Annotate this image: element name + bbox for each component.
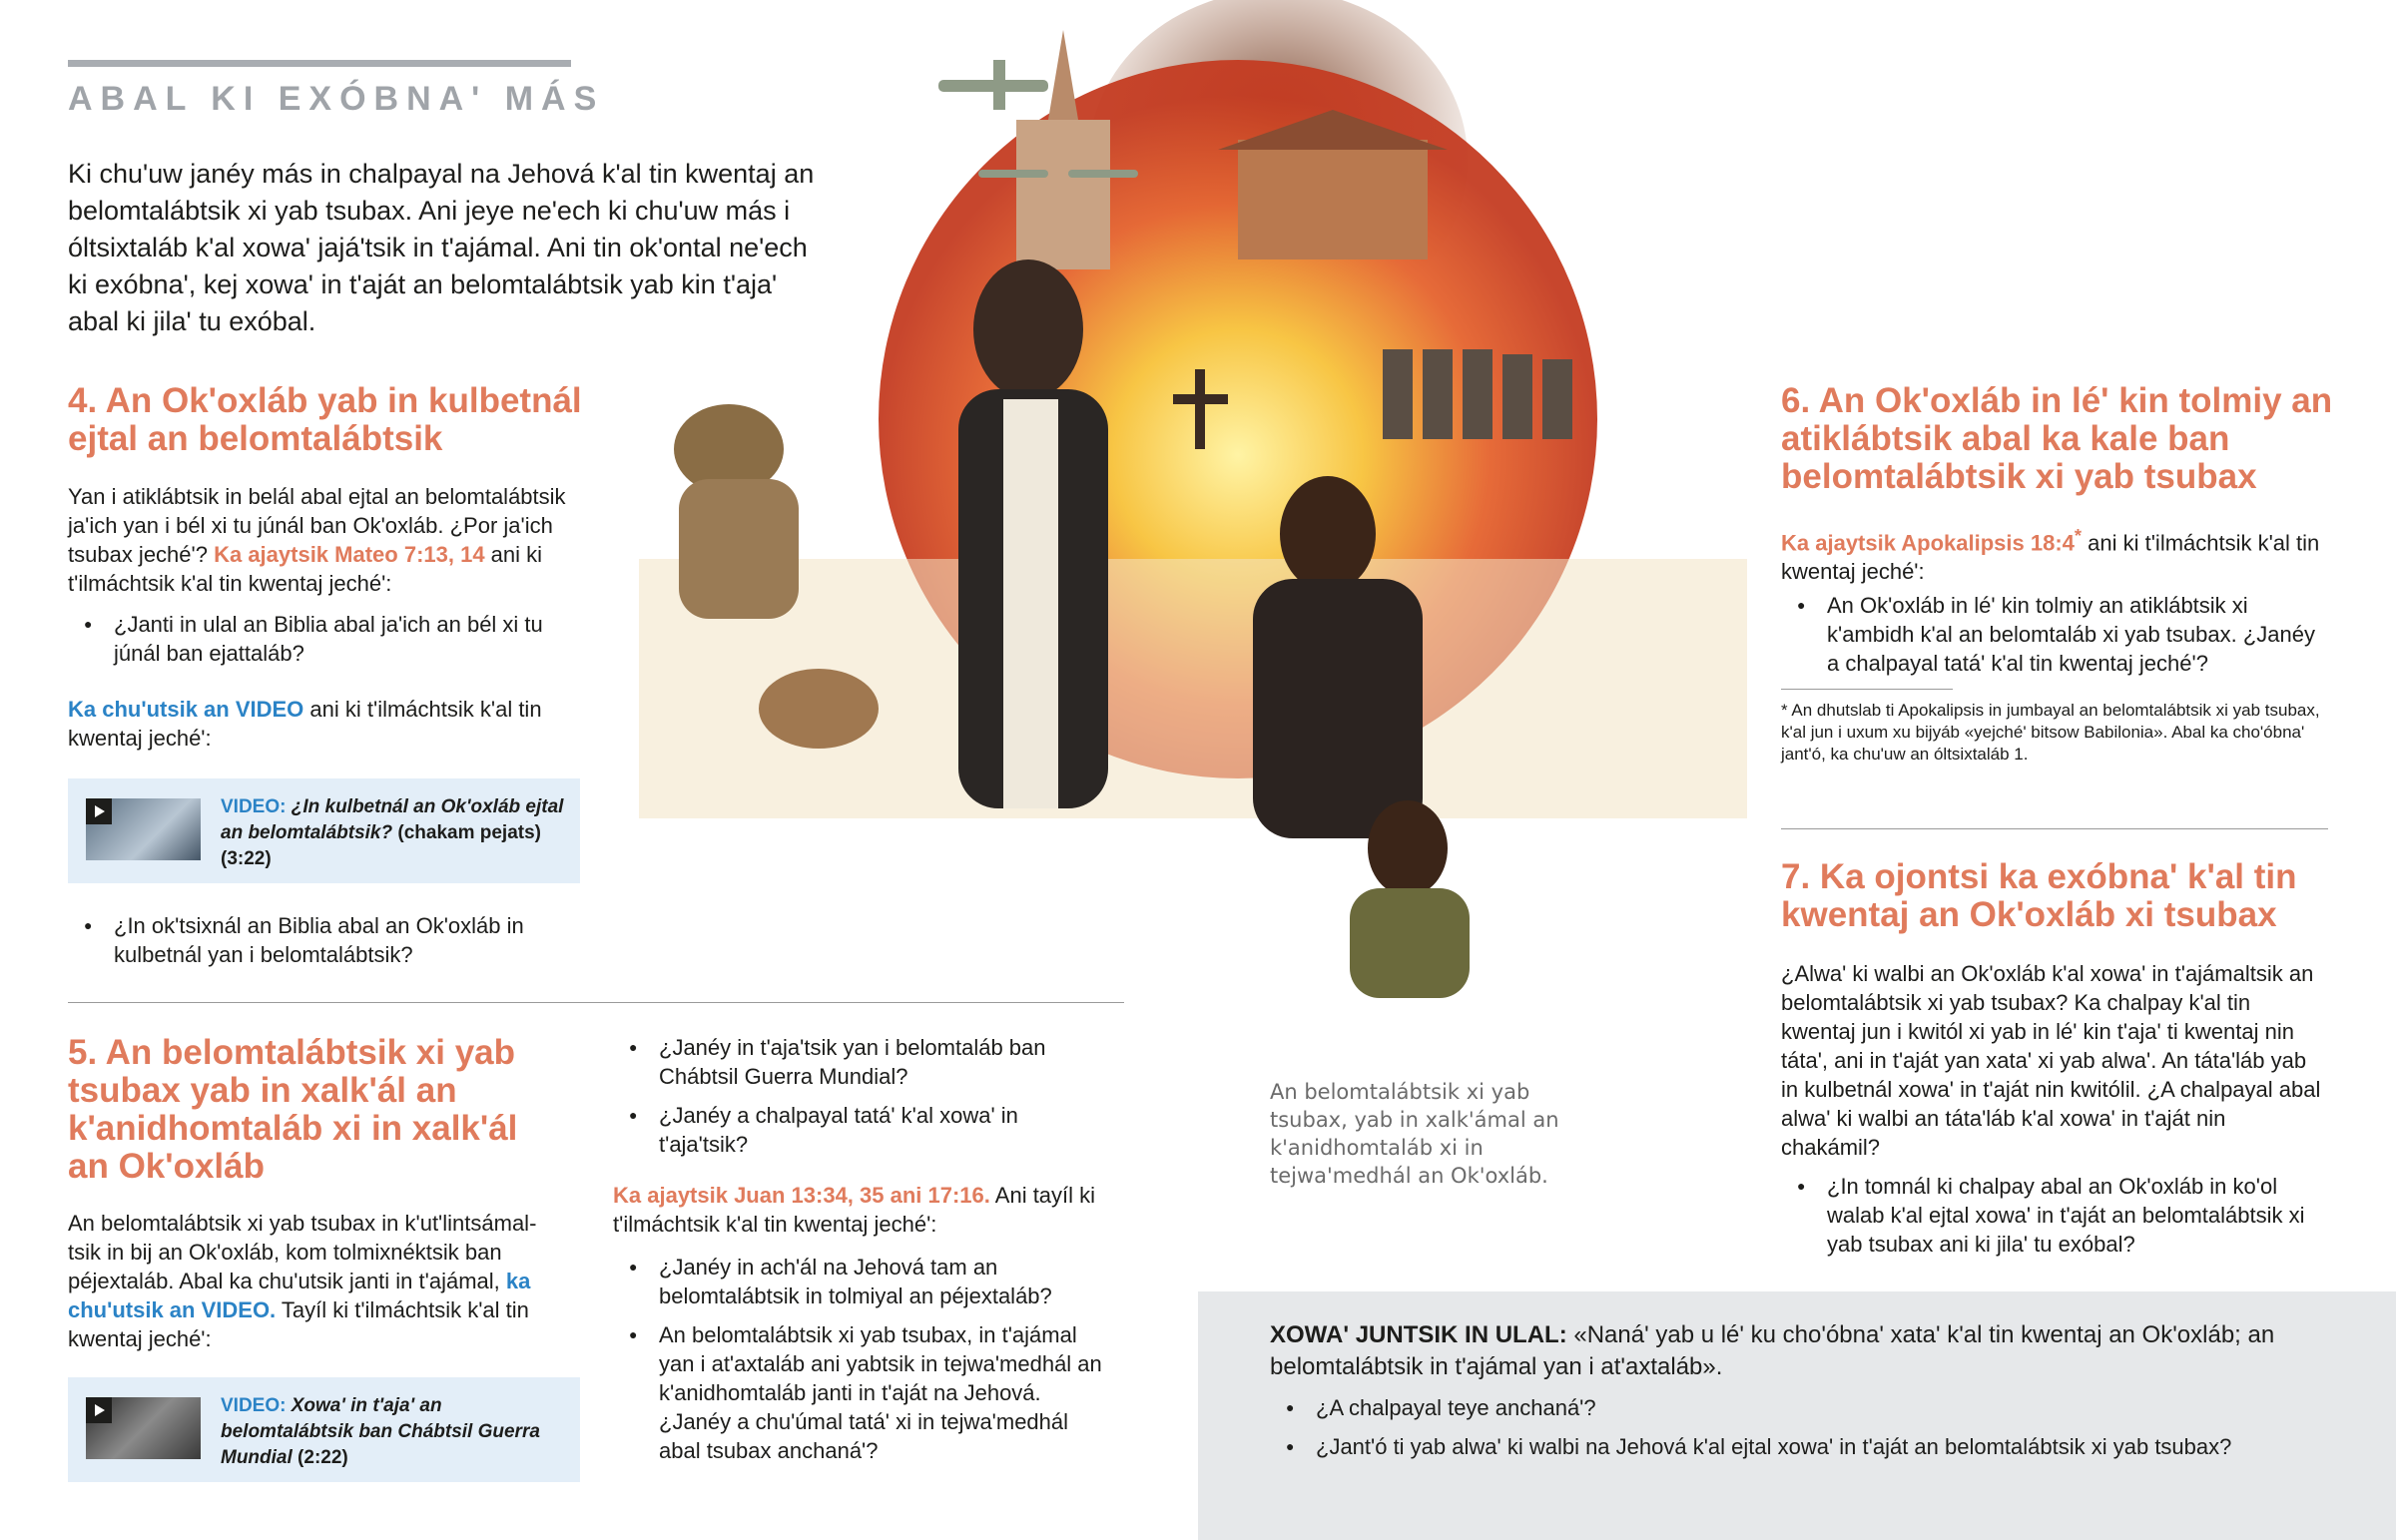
divider bbox=[1781, 828, 2328, 829]
section-4-video-tail: ani ki t'ilmáchtsik k'al tin kwentaj jeché': bbox=[68, 697, 542, 751]
video-card-text[interactable] bbox=[221, 794, 570, 872]
video-label: VIDEO: bbox=[221, 796, 287, 817]
section-4-questions-2 bbox=[68, 911, 567, 979]
video-card-text[interactable] bbox=[221, 1393, 570, 1471]
page-title: ABAL KI EXÓBNA' MÁS bbox=[68, 80, 605, 118]
play-icon[interactable] bbox=[86, 1397, 112, 1423]
scripture-link-apokalipsis[interactable]: Ka ajaytsik Apokalipsis 18:4 bbox=[1781, 530, 2075, 556]
section-6-tail: ani ki t'ilmáchtsik k'al tin kwentaj jeché': bbox=[1781, 530, 2320, 585]
section-5-questions-2 bbox=[613, 1253, 1112, 1475]
video-thumbnail[interactable] bbox=[86, 1397, 201, 1459]
section-6-title: 6. An Ok'oxláb in lé' kin tolmiy an atiklábtsik abal ka kale ban belomtalábtsik xi yab tsubax bbox=[1781, 381, 2333, 496]
list-item: ● ¿Jant'ó ti yab alwa' ki walbi na Jehová k'al ejtal xowa' in t'aját an belomtalábtsik xi yab tsubax? bbox=[1270, 1432, 2348, 1461]
list-item: ● An Ok'oxláb in lé' kin tolmiy an atiklábtsik xi k'ambidh k'al an belomtaláb xi yab tsubax. ¿Janéy a chalpayal tatá' k'al tin kwentaj jeché'? bbox=[1781, 591, 2320, 678]
play-icon[interactable] bbox=[86, 798, 112, 824]
section-6-paragraph bbox=[1781, 521, 2340, 586]
section-5-text: An belomtalábtsik xi yab tsubax in k'ut'lintsámal-tsik in bij an Ok'oxláb, kom tolmixnéktsik ban péjextaláb. Abal ka chu'utsik janti in t'ajámal, bbox=[68, 1211, 537, 1293]
list-item: ● ¿Janéy in t'aja'tsik yan i belomtaláb ban Chábtsil Guerra Mundial? bbox=[613, 1033, 1112, 1091]
illustration-caption: An belomtalábtsik xi yab tsubax, yab in xalk'ámal an k'anidhomtaláb xi in tejwa'medhál an Ok'oxláb. bbox=[1270, 1080, 1559, 1188]
section-4-text: Yan i atiklábtsik in belál abal ejtal an belomtalábtsik ja'ich yan i bél xi tu júnál ban Ok'oxláb. ¿Por ja'ich tsubax jeché'? bbox=[68, 484, 566, 567]
list-item: ● ¿A chalpayal teye anchaná'? bbox=[1270, 1393, 2348, 1422]
section-5-scripture-paragraph bbox=[613, 1181, 1112, 1239]
section-7-title: 7. Ka ojontsi ka exóbna' k'al tin kwentaj an Ok'oxláb xi tsubax bbox=[1781, 857, 2297, 934]
section-5-paragraph bbox=[68, 1209, 567, 1353]
video-title: Xowa' in t'aja' an belomtalábtsik ban Chábtsil Guerra Mundial bbox=[221, 1395, 540, 1468]
section-5-title: 5. An belomtalábtsik xi yab tsubax yab in xalk'ál an k'anidhomtaláb xi in xalk'ál an Ok'oxláb bbox=[68, 1033, 518, 1186]
religion-war-illustration bbox=[639, 0, 1747, 998]
section-4-tail: ani ki t'ilmáchtsik k'al tin kwentaj jeché': bbox=[68, 542, 543, 596]
video-thumbnail[interactable] bbox=[86, 798, 201, 860]
footnote-rule bbox=[1781, 689, 1953, 690]
video-label: VIDEO: bbox=[221, 1395, 287, 1416]
footnote: * An dhutslab ti Apokalipsis in jumbayal an belomtalábtsik xi yab tsubax, k'al jun i uxum xu bijyáb «yejché' bitsow Babilonia». Abal ka cho'óbna' jant'ó, ka chu'uw an óltsixtaláb 1. bbox=[1781, 701, 2320, 764]
scripture-link-juan[interactable]: Ka ajaytsik Juan 13:34, 35 ani 17:16. bbox=[613, 1183, 990, 1208]
temple bbox=[1238, 140, 1428, 259]
section-4-paragraph bbox=[68, 482, 607, 598]
video-link[interactable]: ka chu'utsik an VIDEO. bbox=[68, 1269, 531, 1322]
video-meta: (chakam pejats) (3:22) bbox=[221, 822, 542, 869]
church-spire bbox=[1048, 30, 1078, 120]
video-title: ¿In kulbetnál an Ok'oxláb ejtal an belomtalábtsik? bbox=[221, 796, 564, 843]
summary-heading: XOWA' JUNTSIK IN ULAL: bbox=[1270, 1321, 1567, 1348]
video-card-2[interactable] bbox=[68, 1377, 580, 1482]
header-rule bbox=[68, 60, 571, 67]
cross-bar bbox=[1173, 394, 1228, 404]
video-link[interactable]: Ka chu'utsik an VIDEO bbox=[68, 697, 304, 722]
cross-icon bbox=[1195, 369, 1205, 449]
section-5-tail: Tayíl ki t'ilmáchtsik k'al tin kwentaj jeché': bbox=[68, 1297, 529, 1351]
divider bbox=[68, 1002, 1124, 1003]
video-card-1[interactable] bbox=[68, 778, 580, 883]
section-7-paragraph: ¿Alwa' ki walbi an Ok'oxláb k'al xowa' in t'ajámaltsik an belomtalábtsik xi yab tsubax? Ka chalpay k'al tin kwentaj jun i kwitól xi yab in lé' kin t'aja' ti kwentaj nin táta', ani in t'aját yan xata' xi yab alwa'. An táta'láb yab in kulbetnál xowa' in t'aját nin kwitólil. ¿A chalpayal abal alwa' ki walbi an táta'láb k'al xowa' in t'aját nin chakámil? bbox=[1781, 961, 2321, 1160]
summary-questions bbox=[1270, 1393, 2348, 1471]
list-item: ● ¿Janti in ulal an Biblia abal ja'ich an bél xi tu júnál ban ejattaláb? bbox=[68, 610, 567, 668]
list-item: ● An belomtalábtsik xi yab tsubax, in t'ajámal yan i at'axtaláb ani yabtsik in tejwa'medhál an k'anidhomtaláb janti in t'aját na Jehová. ¿Janéy a chu'úmal tatá' xi in tejwa'medhál abal tsubax anchaná'? bbox=[613, 1320, 1112, 1465]
list-item: ● ¿In ok'tsixnál an Biblia abal an Ok'oxláb in kulbetnál yan i belomtalábtsik? bbox=[68, 911, 567, 969]
list-item: ● ¿In tomnál ki chalpay abal an Ok'oxláb in ko'ol walab k'al ejtal xowa' in t'aját an belomtalábtsik xi yab tsubax ani ki jila' tu exóbal? bbox=[1781, 1172, 2328, 1259]
list-item: ● ¿Janéy a chalpayal tatá' k'al xowa' in t'aja'tsik? bbox=[613, 1101, 1112, 1159]
section-5-scripture-tail: Ani tayíl ki t'ilmáchtsik k'al tin kwentaj jeché': bbox=[613, 1183, 1096, 1237]
summary-statement bbox=[1270, 1319, 2348, 1383]
footnote-marker[interactable]: * bbox=[2074, 525, 2083, 546]
section-5-questions bbox=[613, 1033, 1112, 1169]
section-4-video-instruction bbox=[68, 695, 607, 753]
intro-paragraph: Ki chu'uw janéy más in chalpayal na Jehová k'al tin kwentaj an belomtalábtsik xi yab tsubax. Ani jeye ne'ech ki chu'uw más i óltsixtaláb k'al xowa' jajá'tsik in t'ajámal. Ani tin ok'ontal ne'ech ki exóbna', kej xowa' in t'aját an belomtalábtsik yab kin t'aja' abal ki jila' tu exóbal. bbox=[68, 159, 815, 336]
list-item: ● ¿Janéy in ach'ál na Jehová tam an belomtalábtsik in tolmiyal an péjextaláb? bbox=[613, 1253, 1112, 1310]
scripture-link-mateo[interactable]: Ka ajaytsik Mateo 7:13, 14 bbox=[214, 542, 485, 567]
summary-quote: «Naná' yab u lé' ku cho'óbna' xata' k'al tin kwentaj an Ok'oxláb; an belomtalábtsik in t'ajámal yan i at'axtaláb». bbox=[1270, 1321, 2275, 1380]
section-6-questions bbox=[1781, 591, 2320, 688]
section-7-questions bbox=[1781, 1172, 2328, 1269]
section-4-questions bbox=[68, 610, 567, 678]
church bbox=[1016, 120, 1110, 269]
video-meta: (2:22) bbox=[292, 1447, 348, 1468]
soldiers-row bbox=[1383, 349, 1572, 439]
section-4-title: 4. An Ok'oxláb yab in kulbetnál ejtal an belomtalábtsik bbox=[68, 381, 582, 458]
